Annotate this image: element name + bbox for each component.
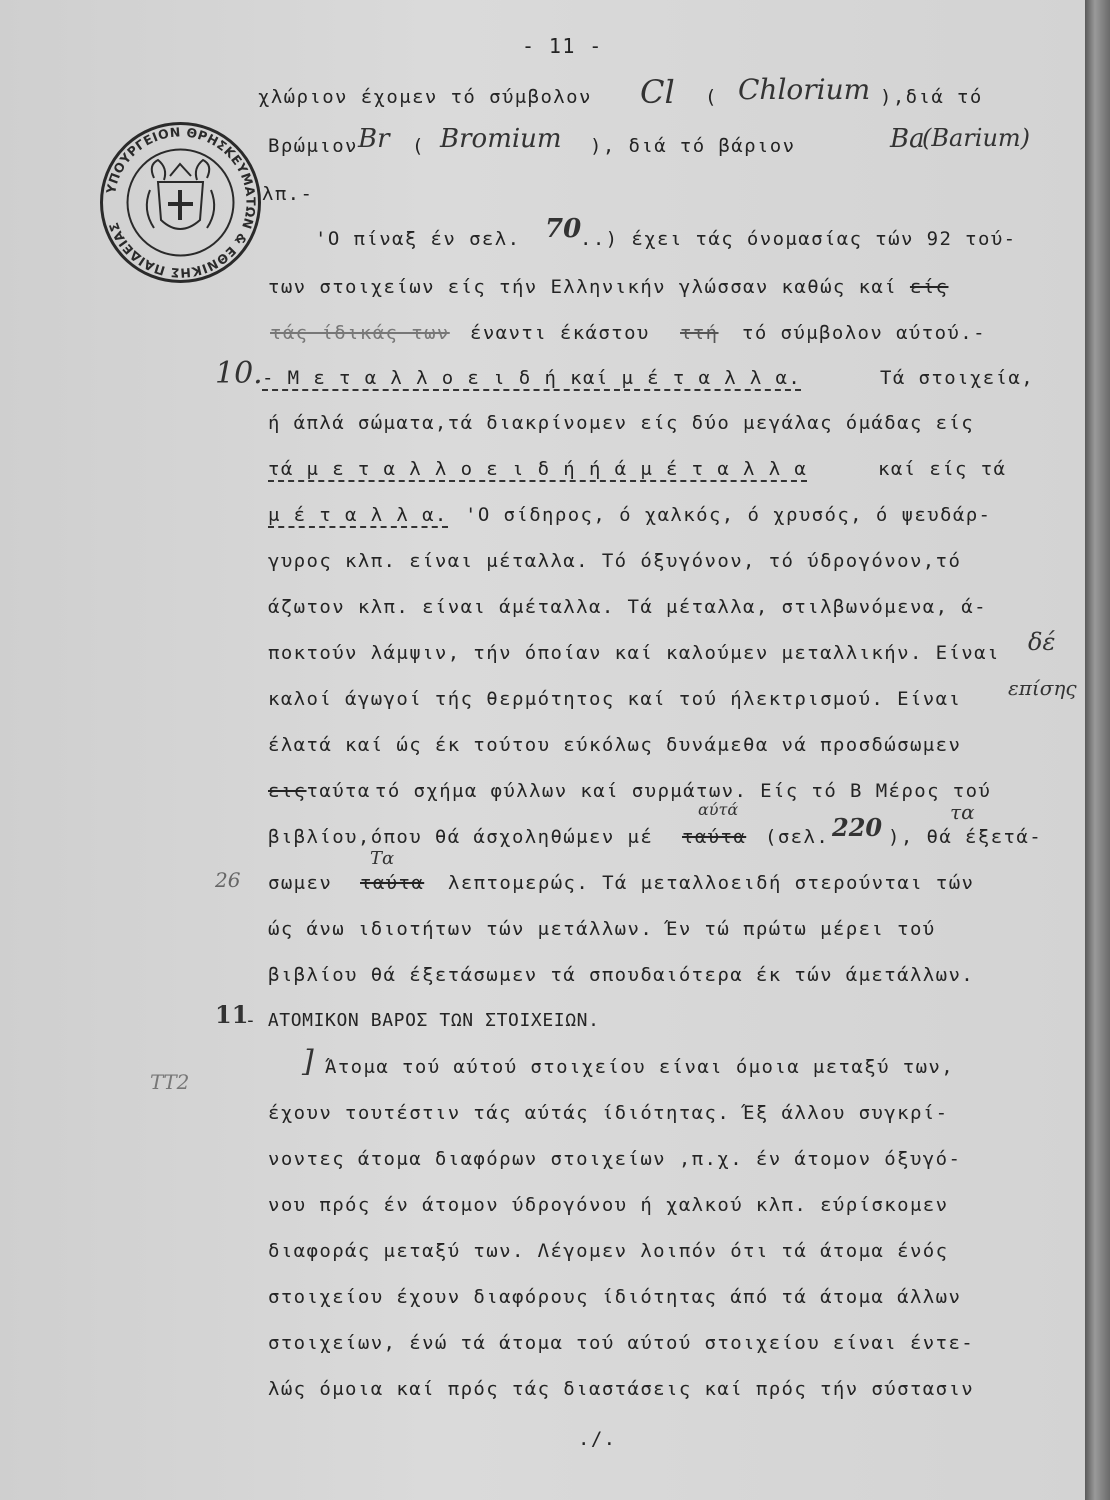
text-line-29: λώς όμοια καί πρός τάς διαστάσεις καί πρός τήν σύστασιν (268, 1378, 975, 1400)
margin-mark-26: 26 (215, 868, 241, 892)
handwritten-barium: (Barium) (922, 124, 1031, 152)
section-heading-10: - Μ ε τ α λ λ ο ε ι δ ή καί μ έ τ α λ λ α. (262, 367, 802, 389)
text-line-10a: μ έ τ α λ λ α. (268, 504, 448, 526)
text-line-20: βιβλίου θά έξετάσωμεν τά σπουδαιότερα έκ τών άμετάλλων. (268, 964, 975, 986)
section-heading-11: - ΑΤΟΜΙΚΟΝ ΒΑΡΟΣ ΤΩΝ ΣΤΟΙΧΕΙΩΝ. (245, 1010, 600, 1031)
text-line-3: λπ.- (262, 183, 314, 205)
text-line-19: ώς άνω ιδιοτήτων τών μετάλλων. Έν τώ πρώτω μέρει τού (268, 918, 936, 940)
struck-word: είς (909, 276, 949, 298)
handwritten-episis: επίσης (1008, 676, 1077, 700)
struck-phrase: τάς ίδικάς των (270, 322, 450, 344)
text-line-17b: (σελ. (765, 826, 830, 848)
text-line-6a: έναντι έκάστου (470, 322, 650, 344)
struck-short: ττή (680, 322, 719, 344)
struck-eis: εις (268, 780, 307, 802)
text-line-26: διαφοράς μεταξύ των. Λέγομεν λοιπόν ότι τά άτομα ένός (268, 1240, 949, 1262)
text-line-4a: 'Ο πίναξ έν σελ. (315, 228, 521, 250)
text-line-1-end: ),διά τό (880, 86, 983, 108)
text-line-27: στοιχείου έχουν διαφόρους ίδιότητας άπό τά άτομα άλλων (268, 1286, 962, 1308)
text-line-11: γυρος κλπ. είναι μέταλλα. Τό όξυγόνον, τό ύδρογόνον,τό (268, 550, 962, 572)
text-line-12: άζωτον κλπ. είναι άμέταλλα. Τά μέταλλα, στιλβωνόμενα, ά- (268, 596, 987, 618)
text-line-17-tauta: ταύτα (682, 826, 747, 848)
text-line-2: Βρώμιον (268, 135, 358, 157)
text-line-9b: καί είς τά (878, 458, 1007, 480)
handwritten-cl: Cl (640, 73, 675, 111)
handwritten-de: δέ (1028, 628, 1056, 656)
official-stamp (98, 120, 263, 285)
handwritten-ta: τα (950, 800, 975, 824)
handwritten-auta: αύτά (698, 800, 739, 819)
text-line-14: καλοί άγωγοί τής θερμότητος καί τού ήλεκτρισμού. Είναι (268, 688, 962, 710)
text-line-8: ή άπλά σώματα,τά διακρίνομεν είς δύο μεγάλας όμάδας είς (268, 412, 975, 434)
handwritten-bracket: ] (302, 1044, 314, 1079)
text-line-2-mid: ), διά τό βάριον (590, 135, 796, 157)
paren-open-2: ( (412, 135, 425, 157)
text-line-28: στοιχείων, ένώ τά άτομα τού αύτού στοιχείου είναι έντε- (268, 1332, 975, 1354)
margin-mark-tt2: ΤΤ2 (150, 1070, 190, 1094)
text-line-22: Άτομα τού αύτού στοιχείου είναι όμοια μεταξύ των, (325, 1056, 955, 1078)
page-edge (1085, 0, 1110, 1500)
text-line-4b: ..) έχει τάς όνομασίας τών 92 τού- (580, 228, 1017, 250)
text-line-16a (268, 780, 371, 802)
text-line-13: ποκτούν λάμψιν, τήν όποίαν καί καλούμεν μεταλλικήν. Είναι (268, 642, 1000, 664)
text-line-16-tauta: ταύτα (306, 780, 371, 802)
handwritten-page-ref: 70 (545, 214, 582, 244)
text-line-6b: τό σύμβολον αύτού.- (742, 322, 986, 344)
handwritten-bromium: Bromium (440, 124, 562, 154)
text-line-15: έλατά καί ώς έκ τούτου εύκόλως δυνάμεθα νά προσδώσωμεν (268, 734, 962, 756)
text-line-7: Τά στοιχεία, (880, 367, 1035, 389)
text-line-16b: τό σχήμα φύλλων καί συρμάτων. Είς τό Β Μέρος τού (375, 780, 992, 802)
handwritten-section-11: 11 (215, 1000, 249, 1029)
text-line-23: έχουν τουτέστιν τάς αύτάς ίδιότητας. Έξ άλλου συγκρί- (268, 1102, 949, 1124)
handwritten-ba: Ba (890, 124, 925, 154)
coat-of-arms-icon (147, 160, 214, 229)
text-line-10b: 'Ο σίδηρος, ό χαλκός, ό χρυσός, ό ψευδάρ- (465, 504, 992, 526)
page-number: - 11 - (522, 34, 603, 58)
text-line-5-text: των στοιχείων είς τήν Ελληνικήν γλώσσαν καθώς καί (268, 276, 898, 298)
text-line-9a: τά μ ε τ α λ λ ο ε ι δ ή ή ά μ έ τ α λ λ α (268, 458, 808, 480)
handwritten-ta2: Τα (370, 848, 395, 869)
text-line-1: χλώριον έχομεν τό σύμβολον (258, 86, 592, 108)
handwritten-chlorium: Chlorium (738, 73, 871, 106)
text-line-24: νοντες άτομα διαφόρων στοιχείων ,π.χ. έν άτομον όξυγό- (268, 1148, 962, 1170)
text-line-17a: βιβλίου,όπου θά άσχοληθώμεν μέ (268, 826, 654, 848)
text-line-5 (268, 276, 948, 298)
paren-open: ( (705, 86, 718, 108)
handwritten-br: Br (358, 124, 390, 154)
text-line-25: νου πρός έν άτομον ύδρογόνου ή χαλκού κλπ. εύρίσκομεν (268, 1194, 949, 1216)
stamp-text: ΥΠΟΥΡΓΕΙΟΝ ΘΡΗΣΚΕΥΜΑΤΩΝ & ΕΘΝΙΚΗΣ ΠΑΙΔΕΙΑΣ (103, 124, 259, 281)
handwritten-page-220: 220 (832, 813, 883, 842)
handwritten-section-10: 10. (215, 356, 263, 391)
continuation-mark: ./. (578, 1428, 617, 1450)
text-line-17c: ), θά έξετά- (888, 826, 1043, 848)
text-line-18-tauta: ταύτα (360, 872, 425, 894)
text-line-18b: λεπτομερώς. Τά μεταλλοειδή στερούνται τών (448, 872, 975, 894)
text-line-18a: σωμεν (268, 872, 333, 894)
